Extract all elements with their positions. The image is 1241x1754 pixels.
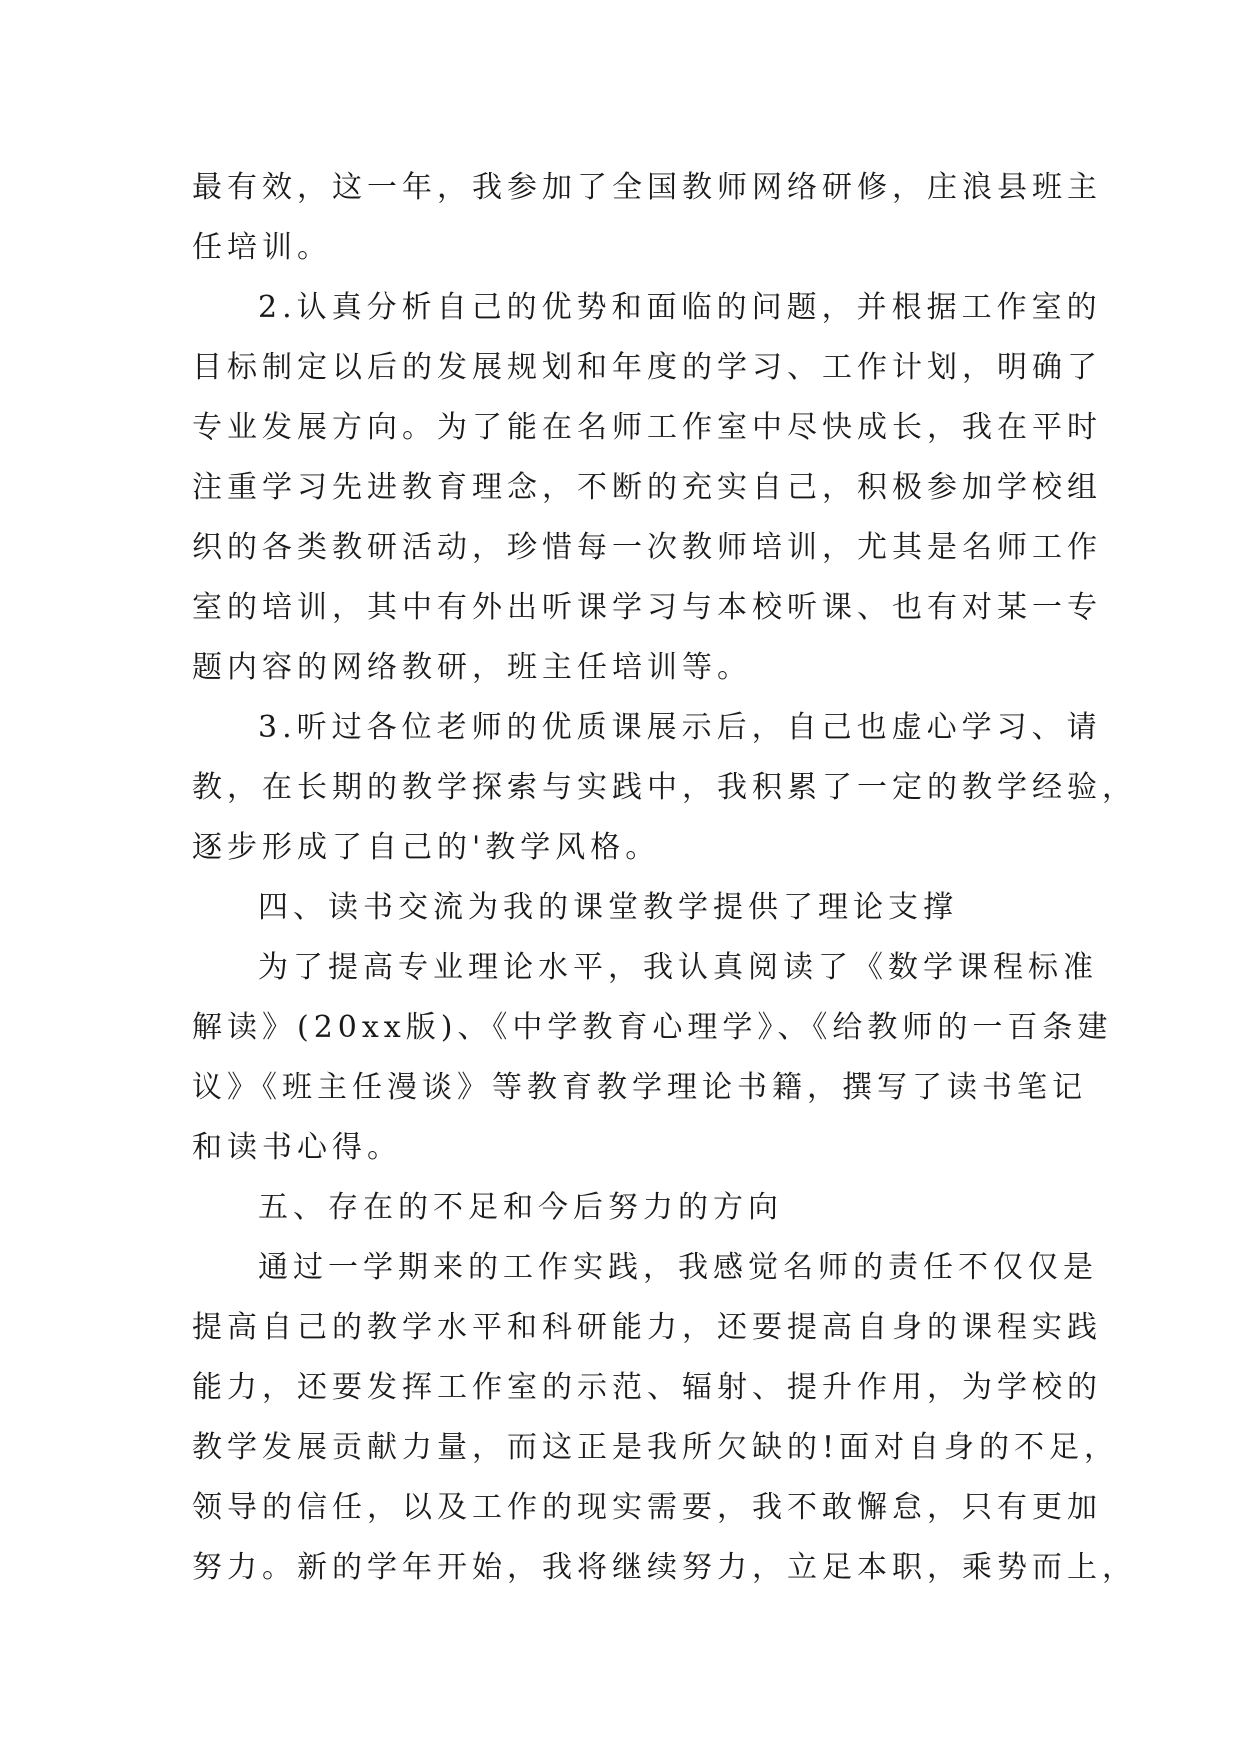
document-body: [192, 158, 1137, 1598]
text-line: 能力，还要发挥工作室的示范、辐射、提升作用，为学校的: [192, 1370, 1102, 1405]
text-line: 教学发展贡献力量，而这正是我所欠缺的!面对自身的不足，: [192, 1430, 1120, 1465]
section-heading: 四、读书交流为我的课堂教学提供了理论支撑: [258, 890, 958, 925]
text-line: 努力。新的学年开始，我将继续努力，立足本职，乘势而上，: [192, 1550, 1137, 1585]
text-line: 室的培训，其中有外出听课学习与本校听课、也有对某一专: [192, 590, 1102, 625]
text-line: 议》《班主任漫谈》等教育教学理论书籍，撰写了读书笔记: [192, 1070, 1087, 1105]
paragraph-start-line: 2.认真分析自己的优势和面临的问题，并根据工作室的: [258, 290, 1102, 325]
text-line: 领导的信任，以及工作的现实需要，我不敢懈怠，只有更加: [192, 1490, 1102, 1525]
text-line: 题内容的网络教研，班主任培训等。: [192, 650, 752, 685]
text-line: 教，在长期的教学探索与实践中，我积累了一定的教学经验，: [192, 770, 1137, 805]
text-line: 最有效，这一年，我参加了全国教师网络研修，庄浪县班主: [192, 170, 1102, 205]
paragraph-start-line: 通过一学期来的工作实践，我感觉名师的责任不仅仅是: [258, 1250, 1098, 1285]
paragraph-start-line: 为了提高专业理论水平，我认真阅读了《数学课程标准: [258, 950, 1098, 985]
text-line: 解读》(20xx版)、《中学教育心理学》、《给教师的一百条建: [192, 1010, 1113, 1045]
text-line: 提高自己的教学水平和科研能力，还要提高自身的课程实践: [192, 1310, 1102, 1345]
section-heading: 五、存在的不足和今后努力的方向: [258, 1190, 783, 1225]
text-line: 任培训。: [192, 230, 332, 265]
text-line: 和读书心得。: [192, 1130, 402, 1165]
text-line: 专业发展方向。为了能在名师工作室中尽快成长，我在平时: [192, 410, 1102, 445]
text-line: 目标制定以后的发展规划和年度的学习、工作计划，明确了: [192, 350, 1102, 385]
text-line: 逐步形成了自己的'教学风格。: [192, 830, 661, 865]
paragraph-start-line: 3.听过各位老师的优质课展示后，自己也虚心学习、请: [258, 710, 1102, 745]
text-line: 织的各类教研活动，珍惜每一次教师培训，尤其是名师工作: [192, 530, 1102, 565]
text-line: 注重学习先进教育理念，不断的充实自己，积极参加学校组: [192, 470, 1102, 505]
